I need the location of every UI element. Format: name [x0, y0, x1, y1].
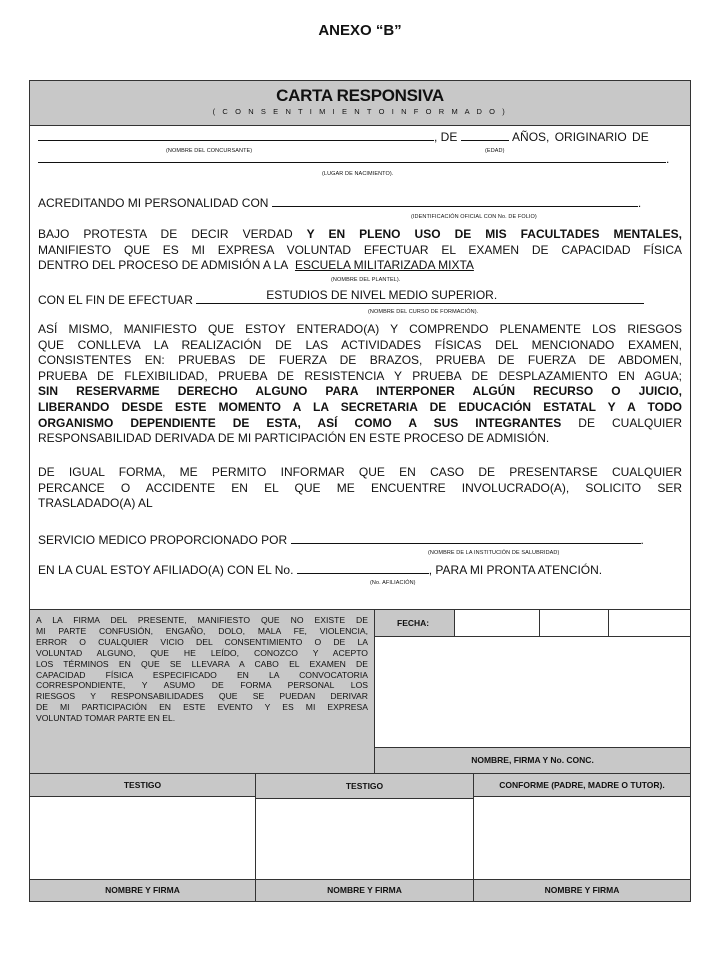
testigo2-footer [256, 879, 474, 901]
testigo1-footer [30, 879, 256, 901]
testigo1-firma-area[interactable] [30, 797, 256, 879]
blank-edad[interactable] [461, 129, 509, 141]
text-line: ASÍ MISMO, MANIFIESTO QUE ESTOY ENTERADO(A) Y COMPRENDO PLENAMENTE LOS RIESGOS [38, 322, 682, 336]
text-line: RESPONSABILIDAD DERIVADA DE MI PARTICIPACIÓN EN ESTE PROCESO DE ADMISIÓN. [38, 431, 550, 446]
form-header [30, 81, 690, 126]
line-lugar [38, 151, 682, 167]
text-protesta: BAJO PROTESTA DE DECIR VERDAD [38, 227, 307, 241]
blank-afiliacion[interactable] [297, 562, 429, 574]
text-proceso: DENTRO DEL PROCESO DE ADMISIÓN A LA [38, 258, 288, 273]
caption-edad: (EDAD) [485, 148, 505, 154]
blank-lugar[interactable] [38, 151, 666, 163]
line-identificacion [38, 195, 682, 211]
conforme-footer [474, 879, 690, 901]
form-title: CARTA RESPONSIVA [276, 86, 444, 105]
caption-lugar: (LUGAR DE NACIMIENTO). [322, 171, 394, 177]
nombre-firma-label: NOMBRE Y FIRMA [105, 885, 180, 895]
fecha-day-field[interactable] [455, 609, 540, 637]
text-anos: AÑOS, ORIGINARIO DE [512, 130, 649, 144]
text-period: . [637, 196, 642, 210]
paragraph-protesta [38, 227, 682, 274]
declaration-box [30, 609, 375, 773]
text-line: TRASLADADO(A) AL [38, 496, 153, 511]
conforme-firma-area[interactable] [474, 797, 690, 879]
caption-curso: (NOMBRE DEL CURSO DE FORMACIÓN). [368, 309, 479, 315]
fecha-year-field[interactable] [609, 609, 690, 637]
text-servicio: SERVICIO MEDICO PROPORCIONADO POR [38, 533, 288, 547]
text-afiliado: EN LA CUAL ESTOY AFILIADO(A) CON EL No. [38, 563, 294, 577]
testigo1-label: TESTIGO [123, 780, 162, 790]
paragraph-riesgos [38, 322, 682, 447]
text-line: DE CUALQUIER [561, 415, 682, 430]
text-fin: CON EL FIN DE EFECTUAR [38, 293, 193, 307]
text-line: PERCANCE O ACCIDENTE EN EL QUE ME ENCUENTRE INVOLUCRADO(A), SOLICITO SER [38, 480, 682, 495]
declaration-line: RIESGOS Y RESPONSABILIDADES QUE SE PUEDAN DERIVAR [36, 691, 368, 702]
declaration-line: VOLUNTAD TOMAR PARTE EN EL. [36, 713, 176, 724]
curso-value: ESTUDIOS DE NIVEL MEDIO SUPERIOR. [266, 288, 498, 302]
form-frame [29, 80, 691, 902]
text-line: DE IGUAL FORMA, ME PERMITO INFORMAR QUE EN CASO DE PRESENTARSE CUALQUIER [38, 465, 682, 479]
blank-curso[interactable] [196, 290, 644, 304]
testigo1-header [30, 773, 256, 797]
text-line-bold: SIN RESERVARME DERECHO ALGUNO PARA INTERPONER ALGÚN RECURSO O JUICIO, [38, 384, 682, 399]
fecha-month-field[interactable] [540, 609, 609, 637]
nombre-firma-conc-label: NOMBRE, FIRMA Y No. CONC. [471, 755, 594, 765]
testigo2-label: TESTIGO [345, 781, 384, 791]
declaration-line: A LA FIRMA DEL PRESENTE, MANIFIESTO QUE NO EXISTE DE [36, 615, 368, 625]
declaration-line: CORRESPONDIENTE, Y ASUMO DE FORMA PERSONAL LOS [36, 680, 368, 691]
text-voluntad: MANIFIESTO QUE ES MI EXPRESA VOLUNTAD EFECTUAR EL EXAMEN DE CAPACIDAD FÍSICA [38, 242, 682, 257]
caption-plantel: (NOMBRE DEL PLANTEL). [331, 277, 401, 283]
paragraph-percance [38, 465, 682, 512]
form-subtitle: ( C O N S E N T I M I E N T O I N F O R M A D O ) [212, 107, 508, 116]
anexo-title: ANEXO “B” [318, 22, 402, 39]
firma-concursante-area[interactable] [375, 637, 690, 747]
declaration-line: VOLUNTAD ALGUNO, QUE HE LEÍDO, CONOZCO Y ACEPTO [36, 647, 368, 658]
line-curso [38, 290, 682, 308]
declaration-line: MI PARTE CONFUSIÓN, ENGAÑO, DOLO, MALA FE, VIOLENCIA, [36, 625, 368, 636]
blank-nombre[interactable] [38, 129, 434, 141]
plantel-value: ESCUELA MILITARIZADA MIXTA [294, 258, 474, 273]
caption-institucion: (NOMBRE DE LA INSTITUCIÓN DE SALUBRIDAD) [428, 550, 560, 556]
caption-nombre: (NOMBRE DEL CONCURSANTE) [166, 148, 253, 154]
text-line: CONSISTENTES EN: PRUEBAS DE FUERZA DE BRAZOS, PRUEBA DE FUERZA DE ABDOMEN, [38, 353, 682, 368]
declaration-line: CAPACIDAD FÍSICA ESPECIFICADO EN LA CONVOCATORIA [36, 669, 368, 680]
text-line: QUE CONLLEVA LA REALIZACIÓN DE LAS ACTIVIDADES FÍSICAS DEL MENCIONADO EXAMEN, [38, 337, 682, 352]
fecha-label: FECHA: [397, 618, 430, 628]
line-nombre-edad [38, 129, 682, 145]
testigo2-header [256, 773, 474, 799]
line-servicio [38, 532, 682, 548]
text-line-bold: LIBERANDO DESDE ESTE MOMENTO A LA SECRETARIA DE EDUCACIÓN ESTATAL Y A TODO [38, 399, 682, 414]
fecha-label-cell [375, 609, 455, 637]
line-afiliacion [38, 562, 682, 578]
text-period: . [666, 152, 670, 166]
text-line-bold: ORGANISMO DEPENDIENTE DE ESTA, ASÍ COMO A SUS INTEGRANTES [38, 415, 562, 430]
nombre-firma-conc-cell [375, 747, 690, 773]
nombre-firma-label: NOMBRE Y FIRMA [327, 885, 402, 895]
declaration-line: LOS TÉRMINOS EN QUE SE LLEVARA A CABO EL EXAMEN DE [36, 658, 368, 669]
text-atencion: , PARA MI PRONTA ATENCIÓN. [428, 563, 603, 577]
blank-identificacion[interactable] [272, 195, 638, 207]
caption-afiliacion: (No. AFILIACIÓN) [370, 580, 416, 586]
declaration-line: ERROR O CUALQUIER VICIO DEL CONSENTIMIENTO O DE LA [36, 636, 368, 647]
conforme-label: CONFORME (PADRE, MADRE O TUTOR). [499, 780, 665, 790]
text-facultades: Y EN PLENO USO DE MIS FACULTADES MENTALES, [306, 227, 682, 241]
testigo2-firma-area[interactable] [256, 799, 474, 879]
blank-institucion[interactable] [291, 532, 641, 544]
declaration-line: DE MI PARTICIPACIÓN EN ESTE EVENTO Y ES MI EXPRESA [36, 702, 368, 713]
nombre-firma-label: NOMBRE Y FIRMA [544, 885, 620, 895]
caption-identificacion: (IDENTIFICACIÓN OFICIAL CON No. DE FOLIO) [411, 214, 537, 220]
text-line: PRUEBA DE FLEXIBILIDAD, PRUEBA DE RESISTENCIA Y PRUEBA DE DESPLAZAMIENTO EN AGUA; [38, 368, 682, 383]
text-period: . [640, 533, 644, 547]
text-de: , DE [434, 130, 458, 144]
conforme-header [474, 773, 690, 797]
text-acreditando: ACREDITANDO MI PERSONALIDAD CON [38, 196, 269, 210]
